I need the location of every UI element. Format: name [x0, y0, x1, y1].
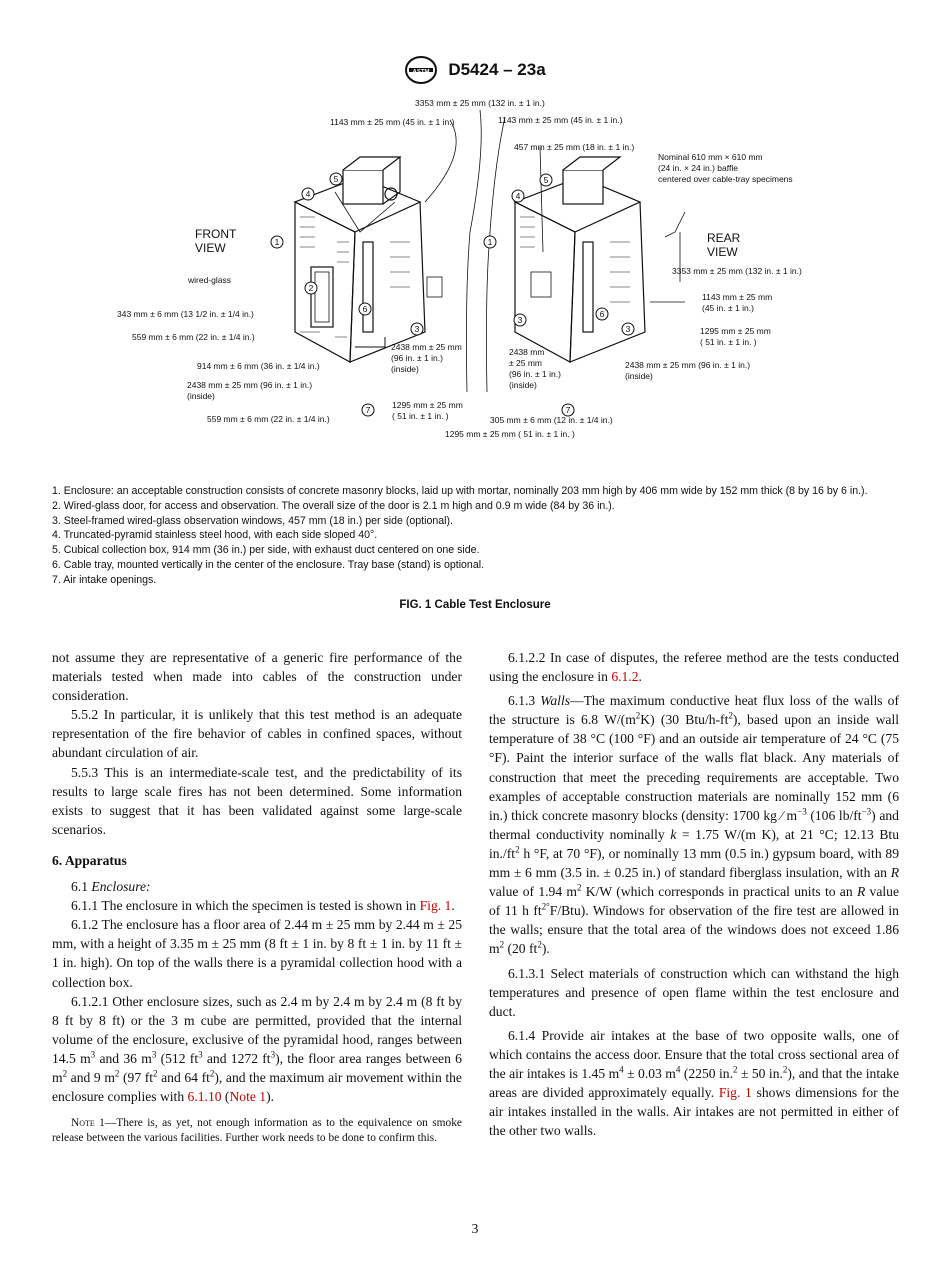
- svg-text:3: 3: [517, 315, 523, 325]
- legend-item: 1. Enclosure: an acceptable construction consists of concrete masonry blocks, laid up with mortar, nominally 203 mm high by 406 mm wide by 152 mm thick (8 by 16 by 6 in.).: [52, 485, 868, 497]
- paragraph-6-1-2-1: 6.1.2.1 Other enclosure sizes, such as 2.4 m by 2.4 m by 2.4 m (8 ft by 8 ft by 8 ft) or the 3 m cube are permitted, provided that the internal volume of the enclosure, exclusive of the pyramidal hood, ranges between 14.5 $m^3$ and 36 $m^3$ (512 $ft^3$ and 1272 $ft^3$), the floor area ranges between 6 $m^2$ and 9 $m^2$ (97 $ft^2$ and 64 $ft^2$), and the maximum air movement within the enclosure complies with 6.1.10 (Note 1).: [52, 993, 462, 1105]
- note-1-link[interactable]: Note 1: [229, 1089, 267, 1105]
- left-column: [52, 648, 462, 1146]
- dim-1143-rear: 1143 mm ± 25 mm (45 in. ± 1 in.): [702, 292, 773, 313]
- dim-1143-left: 1143 mm ± 25 mm (45 in. ± 1 in.): [330, 117, 455, 127]
- paragraph-6-1-1: 6.1.1 The enclosure in which the specimen is tested is shown in Fig. 1.: [71, 898, 455, 914]
- dim-559-b: 559 mm ± 6 mm (22 in. ± 1/4 in.): [207, 414, 330, 424]
- wired-glass-label: wired-glass: [188, 275, 231, 285]
- fig-1-link[interactable]: Fig. 1: [419, 898, 452, 914]
- paragraph-6-1-3-1: 6.1.3.1 Select materials of construction which can withstand the high temperatures and presence of open flame within the test enclosure and duct.: [489, 965, 899, 1019]
- front-view-label: FRONT VIEW: [195, 227, 237, 255]
- astm-logo-icon: [404, 55, 438, 85]
- cable-test-enclosure-figure: [95, 92, 875, 442]
- document-designation: D5424 – 23a: [448, 60, 546, 79]
- dim-3353-top: 3353 mm ± 25 mm (132 in. ± 1 in.): [415, 98, 545, 108]
- svg-text:7: 7: [365, 405, 371, 415]
- svg-text:4: 4: [305, 189, 311, 199]
- svg-text:6: 6: [599, 309, 605, 319]
- legend-item: 7. Air intake openings.: [52, 573, 157, 586]
- paragraph-6-1-2-2: 6.1.2.2 In case of disputes, the referee method are the tests conducted using the enclosure in 6.1.2.: [489, 650, 899, 685]
- svg-text:4: 4: [515, 191, 521, 201]
- section-6-1-2-link[interactable]: 6.1.2: [611, 669, 639, 685]
- svg-text:5: 5: [543, 175, 549, 185]
- dim-1295-b: 1295 mm ± 25 mm ( 51 in. ± 1 in. ): [445, 429, 575, 439]
- fig-1-link[interactable]: Fig. 1: [718, 1085, 752, 1101]
- rear-view-label: REAR VIEW: [707, 231, 741, 259]
- figure-legend: [52, 484, 902, 588]
- paragraph-6-1-4: 6.1.4 Provide air intakes at the base of two opposite walls, one of which contains the access door. Ensure that the total cross sectional area of the air intakes is 1.45 $m^4 \pm 0.03$ $m^4$ (2250 in.$^2$ ± 50 in.$^2$), and that the intake areas are divided approximately equally. Fig. 1 shows dimensions for the air intakes installed in the walls. Air intakes are not permitted in either of the other two walls.: [489, 1027, 900, 1139]
- svg-text:3: 3: [414, 324, 420, 334]
- dim-343: 343 mm ± 6 mm (13 1/2 in. ± 1/4 in.): [117, 309, 254, 319]
- paragraph-6-1: 6.1 Enclosure:: [71, 879, 151, 895]
- dim-559-a: 559 mm ± 6 mm (22 in. ± 1/4 in.): [132, 332, 255, 342]
- dim-2438-rear: 2438 mm ± 25 mm (96 in. ± 1 in.) (inside): [625, 360, 751, 381]
- page-header: [0, 55, 950, 85]
- svg-text:2: 2: [308, 283, 314, 293]
- paragraph-continued: not assume they are representative of a generic fire performance of the materials tested when made into cables of the construction under consideration.: [52, 650, 462, 704]
- svg-text:1: 1: [274, 237, 280, 247]
- paragraph-6-1-2: 6.1.2 The enclosure has a floor area of 2.44 m ± 25 mm by 2.44 m ± 25 mm, with a height of 3.35 m ± 25 mm (8 ft ± 1 in. by 8 ft ± 1 in. by 11 ft ± 1 in. high). On top of the walls there is a pyramidal collection hood with a collection box.: [52, 917, 462, 990]
- svg-text:5: 5: [333, 174, 339, 184]
- paragraph-5-5-3: 5.5.3 This is an intermediate-scale test, and the predictability of its results to large scale fires has not been determined. Some information exists to suggest that it has been validated against some large-scale scenarios.: [52, 764, 462, 837]
- legend-item: 5. Cubical collection box, 914 mm (36 in.) per side, with exhaust duct centered on one side.: [52, 544, 480, 557]
- dim-3353-rear: 3353 mm ± 25 mm (132 in. ± 1 in.): [672, 266, 802, 276]
- dim-914: 914 mm ± 6 mm (36 in. ± 1/4 in.): [197, 361, 320, 371]
- dim-1143-right: 1143 mm ± 25 mm (45 in. ± 1 in.): [498, 115, 623, 125]
- note-1: Note 1—There is, as yet, not enough information as to the equivalence on smoke release between the various facilities. Further work needs to be done to confirm this.: [52, 1117, 462, 1145]
- dim-2438-c: 2438 mm ± 25 mm (96 in. ± 1 in.) (inside): [509, 347, 561, 390]
- dim-305: 305 mm ± 6 mm (12 in. ± 1/4 in.): [490, 415, 613, 425]
- paragraph-5-5-2: 5.5.2 In particular, it is unlikely that this test method is an adequate representation of the fire behavior of cables in confined spaces, without abundant circulation of air.: [52, 707, 462, 761]
- svg-text:1: 1: [487, 237, 493, 247]
- dim-457: 457 mm ± 25 mm (18 in. ± 1 in.): [514, 142, 635, 152]
- dim-2438-a: 2438 mm ± 25 mm (96 in. ± 1 in.) (inside): [187, 380, 313, 401]
- legend-item: 2. Wired-glass door, for access and observation. The overall size of the door is 2.1 m high and 0.9 m wide (84 by 36 in.).: [52, 499, 615, 512]
- section-heading-apparatus: 6. Apparatus: [52, 852, 127, 868]
- legend-item: 6. Cable tray, mounted vertically in the center of the enclosure. Tray base (stand) is optional.: [52, 558, 485, 571]
- right-column: [489, 648, 899, 1140]
- legend-item: 4. Truncated-pyramid stainless steel hood, with each side sloped 40°.: [52, 529, 378, 542]
- baffle-label: Nominal 610 mm × 610 mm (24 in. × 24 in.) baffle centered over cable-tray specimens: [658, 152, 793, 184]
- astm-logo-text: ASTM: [412, 69, 430, 76]
- page-number: 3: [471, 1221, 479, 1236]
- figure-caption: FIG. 1 Cable Test Enclosure: [399, 599, 551, 611]
- svg-text:3: 3: [625, 324, 631, 334]
- legend-item: 3. Steel-framed wired-glass observation windows, 457 mm (18 in.) per side (optional).: [52, 514, 453, 527]
- svg-text:6: 6: [362, 304, 368, 314]
- dim-1295-rear: 1295 mm ± 25 mm ( 51 in. ± 1 in. ): [700, 326, 771, 347]
- section-6-1-10-link[interactable]: 6.1.10: [187, 1089, 222, 1105]
- paragraph-6-1-3: 6.1.3 Walls—The maximum conductive heat flux loss of the walls of the structure is 6.8 $W/(m^2K)$ (30 Btu/$h-ft^2$), based upon an inside wall temperature of 38 °C (100 °F) and an outside air temperature of 24 °C (75 °F). Paint the interior surface of the walls flat black. Any materials of construction that meet the preceding requirements are acceptable. Two examples of acceptable construction materials are nominally 152 mm (6 in.) thick concrete masonry blocks (density: 1700 kg ⁄ $m^{-3}$ (106 $lb/ft^{-3}$) and thermal conductivity nominally k = 1.75 W/(m K), at 21 °C; 12.13 Btu $in./ft^2$ h °F, at 70 °F), or nominally 13 mm (0.5 in.) gypsum board, with 89 mm ± 6 mm (3.5 in. ± 0.25 in.) of standard fiberglass insulation, with an R value of 1.94 $m^2$ K/W (which corresponds in practical units to an R value of 11 h $ft^{2^\circ}F/Btu$). Windows for observation of the fire test are allowed in the walls; ensure that the total area of the windows does not exceed 1.86 $m^2$ (20 $ft^2$).: [489, 693, 900, 957]
- dim-1295-a: 1295 mm ± 25 mm ( 51 in. ± 1 in. ): [392, 400, 463, 421]
- dim-2438-b: 2438 mm ± 25 mm (96 in. ± 1 in.) (inside): [391, 342, 462, 374]
- svg-text:7: 7: [565, 405, 571, 415]
